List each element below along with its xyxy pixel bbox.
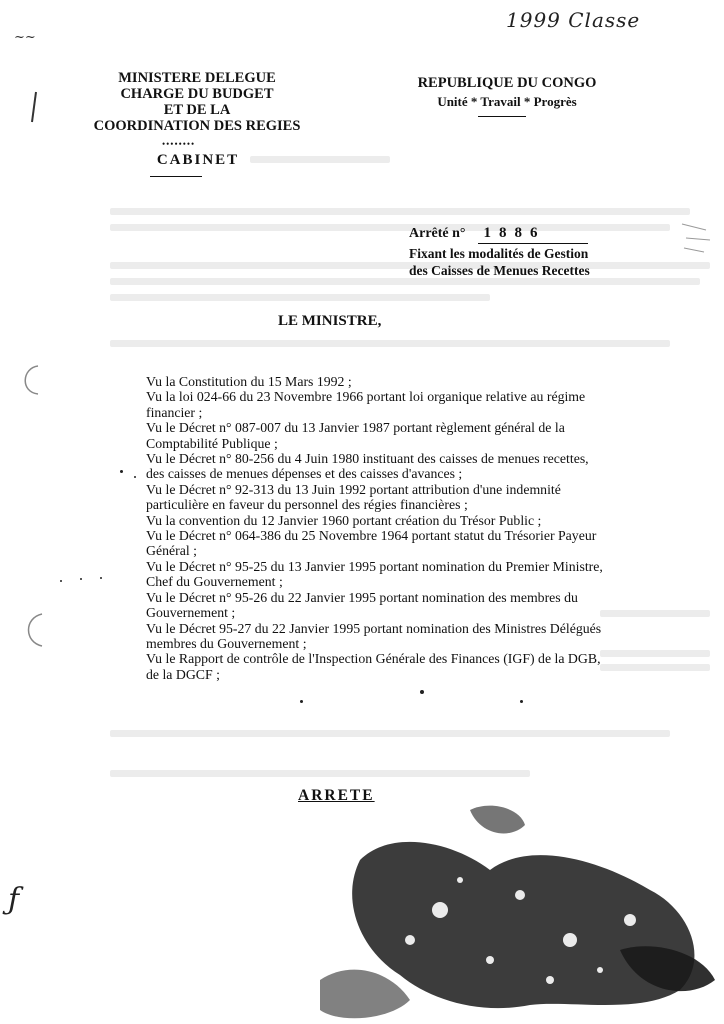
divider xyxy=(478,243,588,244)
visa-item: Vu le Rapport de contrôle de l'Inspection Générale des Finances (IGF) de la DGB, de la DGCF ; xyxy=(146,651,601,682)
visa-item: Vu la loi 024-66 du 23 Novembre 1966 portant loi organique relative au régime financier ; xyxy=(146,389,586,420)
arrete-number-line xyxy=(409,225,546,242)
ministry-header xyxy=(82,70,312,134)
ornament-dots: •••••••• xyxy=(162,139,196,149)
visa-item: Vu la convention du 12 Janvier 1960 portant création du Trésor Public ; xyxy=(146,512,542,528)
bleed-through-line xyxy=(110,340,670,347)
scan-speck xyxy=(80,578,82,580)
scan-speck xyxy=(520,700,523,703)
bleed-through-line xyxy=(110,224,670,231)
bleed-through-line xyxy=(600,610,710,617)
republic-name: REPUBLIQUE DU CONGO xyxy=(417,75,597,91)
minister-title: LE MINISTRE, xyxy=(278,313,382,329)
bleed-through-line xyxy=(600,650,710,657)
scan-speck xyxy=(120,470,123,473)
cabinet-label: CABINET xyxy=(156,152,240,168)
arrete-subject xyxy=(409,245,590,279)
visas-list xyxy=(146,374,608,682)
bleed-through-line xyxy=(110,730,670,737)
scan-speck xyxy=(100,577,102,579)
ministry-line: MINISTERE DELEGUE xyxy=(118,70,276,86)
scan-speck xyxy=(60,580,62,582)
visa-item: Vu le Décret n° 92-313 du 13 Juin 1992 portant attribution d'une indemnité particulière en faveur du personnel des régies financières ; xyxy=(146,481,561,513)
visa-item: Vu le Décret n° 95-25 du 13 Janvier 1995 portant nomination du Premier Ministre, Chef du Gouvernement ; xyxy=(146,558,603,590)
signature-scribble: ƒ xyxy=(8,882,20,917)
bleed-through-line xyxy=(110,294,490,301)
arrete-number: 1886 xyxy=(483,225,546,241)
divider xyxy=(150,176,202,177)
bleed-through-line xyxy=(110,208,690,215)
scan-speck xyxy=(134,476,136,478)
visa-item: Vu la Constitution du 15 Mars 1992 ; xyxy=(146,374,352,389)
scan-speck xyxy=(300,700,303,703)
scan-stain xyxy=(320,800,720,1024)
republic-header xyxy=(392,75,622,110)
ministry-line: CHARGE DU BUDGET xyxy=(120,86,274,102)
bleed-through-line xyxy=(110,770,530,777)
handwritten-note: 1999 Classe xyxy=(506,8,641,32)
visa-item: Vu le Décret n° 95-26 du 22 Janvier 1995 portant nomination des membres du Gouvernement ; xyxy=(146,589,578,621)
republic-motto: Unité * Travail * Progrès xyxy=(437,94,577,109)
margin-tick xyxy=(24,88,44,128)
scan-speck xyxy=(420,690,424,694)
handwritten-scribble: ~~ xyxy=(14,30,36,45)
visa-item: Vu le Décret n° 80-256 du 4 Juin 1980 instituant des caisses de menues recettes, des caisses de menues dépenses et des caisses d'avances ; xyxy=(146,451,589,482)
punch-hole-mark xyxy=(14,362,44,398)
arrete-heading: ARRETE xyxy=(298,787,375,804)
bleed-through-line xyxy=(600,664,710,671)
subject-line: des Caisses de Menues Recettes xyxy=(409,263,590,278)
margin-scratch xyxy=(676,218,716,258)
visa-item: Vu le Décret n° 087-007 du 13 Janvier 1987 portant règlement général de la Comptabilité Publique ; xyxy=(146,420,565,451)
visa-item: Vu le Décret n° 064-386 du 25 Novembre 1964 portant statut du Trésorier Payeur Général ; xyxy=(146,528,597,559)
bleed-through-line xyxy=(110,278,700,285)
subject-line: Fixant les modalités de Gestion xyxy=(409,246,589,261)
ministry-line: COORDINATION DES REGIES xyxy=(93,118,301,134)
ministry-line: ET DE LA xyxy=(163,102,231,118)
visa-item: Vu le Décret 95-27 du 22 Janvier 1995 portant nomination des Ministres Délégués membres du Gouvernement ; xyxy=(146,620,602,651)
arrete-label: Arrêté n° xyxy=(409,226,466,241)
punch-hole-mark xyxy=(18,610,48,650)
divider xyxy=(478,116,526,117)
